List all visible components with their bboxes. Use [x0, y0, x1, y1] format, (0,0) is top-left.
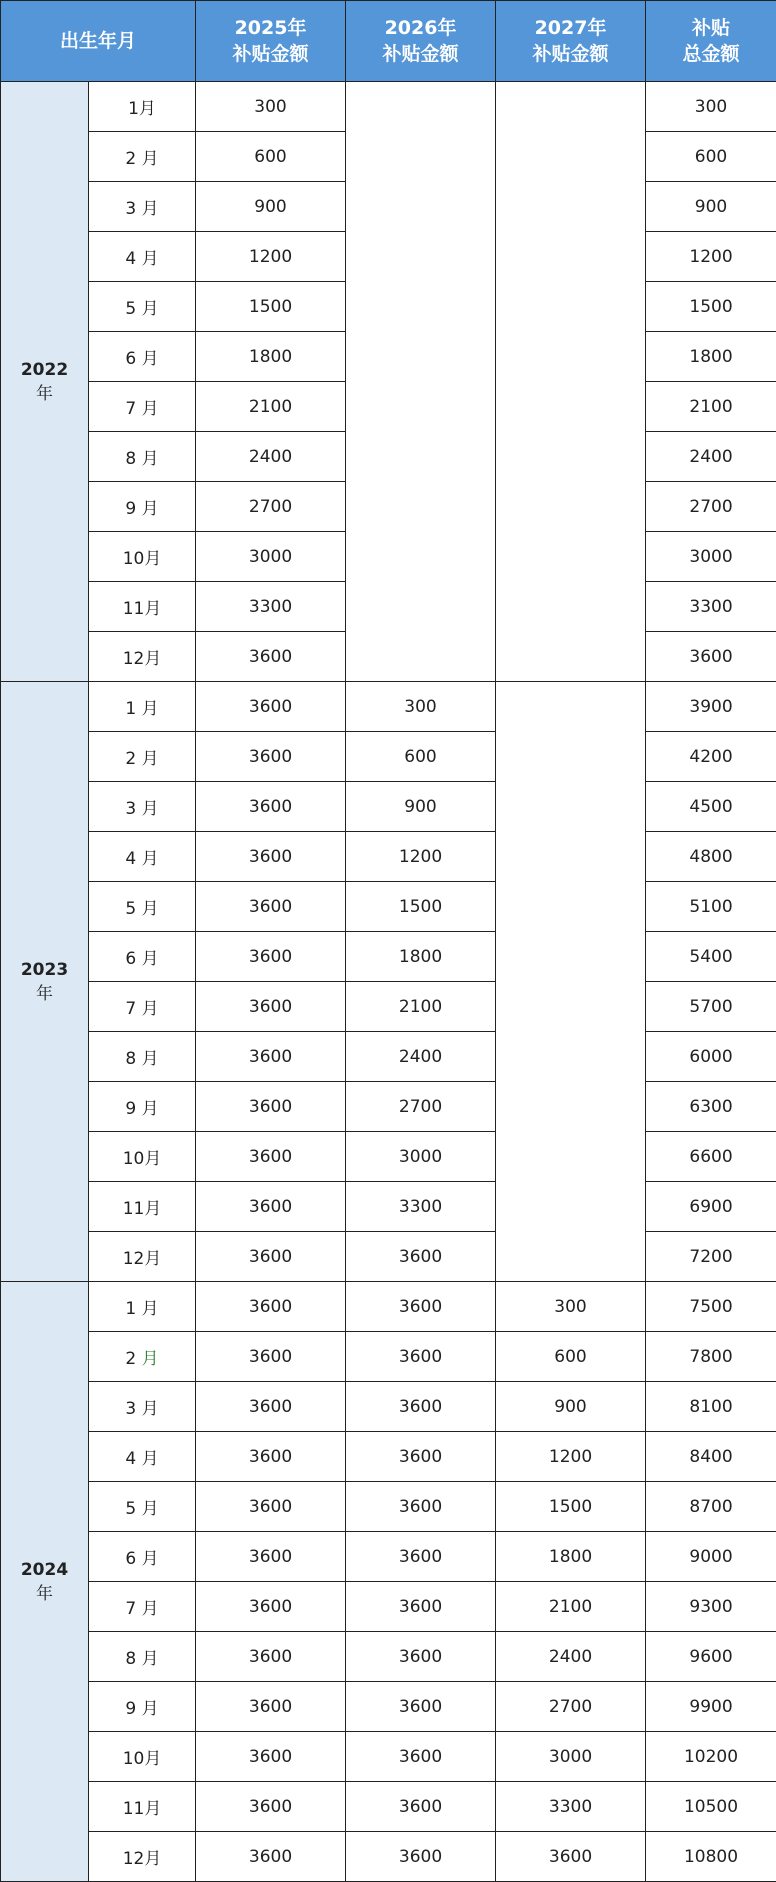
- empty-2026-cell: [346, 82, 496, 682]
- header-total-subsidy: [646, 1, 776, 82]
- table-row: [1, 1332, 776, 1382]
- subsidy-total-cell: 2100: [646, 382, 776, 432]
- table-row: [1, 682, 776, 732]
- subsidy-2026-cell: 3600: [346, 1332, 496, 1382]
- subsidy-2025-cell: 3600: [196, 932, 346, 982]
- table-row: [1, 782, 776, 832]
- table-row: [1, 932, 776, 982]
- subsidy-2025-cell: 3600: [196, 1832, 346, 1882]
- subsidy-total-cell: 300: [646, 82, 776, 132]
- subsidy-2026-cell: 3600: [346, 1232, 496, 1282]
- month-cell: 4 月: [89, 1432, 196, 1482]
- subsidy-total-cell: 600: [646, 132, 776, 182]
- header-2025-line1: 2025年: [196, 15, 345, 41]
- subsidy-total-cell: 9000: [646, 1532, 776, 1582]
- month-cell: 9 月: [89, 482, 196, 532]
- month-cell: 10月: [89, 1132, 196, 1182]
- month-cell: 6 月: [89, 332, 196, 382]
- subsidy-2027-cell: 2100: [496, 1582, 646, 1632]
- subsidy-2025-cell: 2100: [196, 382, 346, 432]
- header-2025-line2: 补贴金额: [196, 41, 345, 67]
- header-birth-month: 出生年月: [1, 1, 196, 82]
- subsidy-2025-cell: 2400: [196, 432, 346, 482]
- table-row: [1, 1082, 776, 1132]
- subsidy-total-cell: 7200: [646, 1232, 776, 1282]
- year-number: 2023: [1, 958, 88, 982]
- subsidy-2027-cell: 3000: [496, 1732, 646, 1782]
- month-number: 2: [125, 1349, 141, 1369]
- month-cell: 6 月: [89, 932, 196, 982]
- table-row: [1, 1732, 776, 1782]
- subsidy-total-cell: 1800: [646, 332, 776, 382]
- month-cell: 7 月: [89, 982, 196, 1032]
- header-2026-subsidy: [346, 1, 496, 82]
- subsidy-2025-cell: 3600: [196, 1132, 346, 1182]
- subsidy-total-cell: 4500: [646, 782, 776, 832]
- month-cell: 2 月: [89, 732, 196, 782]
- month-cell: 3 月: [89, 782, 196, 832]
- subsidy-2025-cell: 3600: [196, 1432, 346, 1482]
- month-cell: [89, 1332, 196, 1382]
- subsidy-total-cell: 5700: [646, 982, 776, 1032]
- table-row: [1, 1482, 776, 1532]
- subsidy-2027-cell: 1200: [496, 1432, 646, 1482]
- month-cell: 5 月: [89, 1482, 196, 1532]
- table-row: [1, 1582, 776, 1632]
- subsidy-2025-cell: 3000: [196, 532, 346, 582]
- subsidy-2025-cell: 3600: [196, 1282, 346, 1332]
- subsidy-2026-cell: 2700: [346, 1082, 496, 1132]
- month-cell: 6 月: [89, 1532, 196, 1582]
- subsidy-2026-cell: 3600: [346, 1432, 496, 1482]
- table-row: [1, 832, 776, 882]
- subsidy-total-cell: 7800: [646, 1332, 776, 1382]
- subsidy-total-cell: 6600: [646, 1132, 776, 1182]
- subsidy-2025-cell: 3600: [196, 1782, 346, 1832]
- table-body: [1, 82, 776, 1882]
- header-total-line2: 总金额: [646, 41, 776, 67]
- subsidy-2025-cell: 600: [196, 132, 346, 182]
- subsidy-total-cell: 4200: [646, 732, 776, 782]
- subsidy-2025-cell: 3600: [196, 1032, 346, 1082]
- subsidy-2025-cell: 1200: [196, 232, 346, 282]
- subsidy-2025-cell: 1500: [196, 282, 346, 332]
- subsidy-2025-cell: 3600: [196, 1532, 346, 1582]
- table-row: [1, 1832, 776, 1882]
- subsidy-total-cell: 6000: [646, 1032, 776, 1082]
- subsidy-2025-cell: 3600: [196, 1232, 346, 1282]
- subsidy-2025-cell: 3300: [196, 582, 346, 632]
- subsidy-2026-cell: 3600: [346, 1782, 496, 1832]
- subsidy-2026-cell: 2400: [346, 1032, 496, 1082]
- table-row: [1, 1432, 776, 1482]
- table-row: [1, 1632, 776, 1682]
- year-number: 2022: [1, 358, 88, 382]
- subsidy-2026-cell: 3600: [346, 1382, 496, 1432]
- header-total-line1: 补贴: [646, 15, 776, 41]
- subsidy-2027-cell: 2700: [496, 1682, 646, 1732]
- subsidy-2025-cell: 3600: [196, 1332, 346, 1382]
- subsidy-2025-cell: 300: [196, 82, 346, 132]
- subsidy-total-cell: 8700: [646, 1482, 776, 1532]
- subsidy-2026-cell: 300: [346, 682, 496, 732]
- month-cell: 7 月: [89, 382, 196, 432]
- table-row: [1, 732, 776, 782]
- month-cell: 11月: [89, 1782, 196, 1832]
- month-cell: 10月: [89, 1732, 196, 1782]
- subsidy-2026-cell: 900: [346, 782, 496, 832]
- month-cell: 9 月: [89, 1082, 196, 1132]
- year-suffix: 年: [1, 382, 88, 406]
- subsidy-2026-cell: 3600: [346, 1682, 496, 1732]
- subsidy-2026-cell: 3600: [346, 1482, 496, 1532]
- subsidy-2025-cell: 3600: [196, 1632, 346, 1682]
- month-unit: 月: [142, 1349, 159, 1369]
- month-cell: 10月: [89, 532, 196, 582]
- month-cell: 1月: [89, 82, 196, 132]
- header-2027-line2: 补贴金额: [496, 41, 645, 67]
- table-row: [1, 1682, 776, 1732]
- month-cell: 4 月: [89, 232, 196, 282]
- year-number: 2024: [1, 1558, 88, 1582]
- table-row: [1, 1032, 776, 1082]
- subsidy-total-cell: 3000: [646, 532, 776, 582]
- subsidy-total-cell: 8100: [646, 1382, 776, 1432]
- subsidy-2027-cell: 600: [496, 1332, 646, 1382]
- header-2027-line1: 2027年: [496, 15, 645, 41]
- subsidy-2026-cell: 1500: [346, 882, 496, 932]
- subsidy-total-cell: 10800: [646, 1832, 776, 1882]
- subsidy-2026-cell: 3300: [346, 1182, 496, 1232]
- month-cell: 8 月: [89, 1032, 196, 1082]
- month-cell: 4 月: [89, 832, 196, 882]
- subsidy-2027-cell: 3600: [496, 1832, 646, 1882]
- month-cell: 9 月: [89, 1682, 196, 1732]
- subsidy-2025-cell: 3600: [196, 732, 346, 782]
- subsidy-2025-cell: 3600: [196, 1182, 346, 1232]
- empty-2027-cell: [496, 682, 646, 1282]
- subsidy-2026-cell: 2100: [346, 982, 496, 1032]
- subsidy-total-cell: 3300: [646, 582, 776, 632]
- subsidy-2025-cell: 3600: [196, 682, 346, 732]
- header-2027-subsidy: [496, 1, 646, 82]
- table-row: [1, 82, 776, 132]
- subsidy-2025-cell: 3600: [196, 1732, 346, 1782]
- month-cell: 1 月: [89, 1282, 196, 1332]
- header-2026-line1: 2026年: [346, 15, 495, 41]
- year-cell-2024: [1, 1282, 89, 1882]
- subsidy-2026-cell: 3600: [346, 1832, 496, 1882]
- subsidy-total-cell: 9300: [646, 1582, 776, 1632]
- table-row: [1, 982, 776, 1032]
- month-cell: 8 月: [89, 1632, 196, 1682]
- subsidy-total-cell: 10200: [646, 1732, 776, 1782]
- subsidy-2027-cell: 2400: [496, 1632, 646, 1682]
- subsidy-2026-cell: 3600: [346, 1632, 496, 1682]
- subsidy-total-cell: 9600: [646, 1632, 776, 1682]
- table-row: [1, 1382, 776, 1432]
- year-suffix: 年: [1, 982, 88, 1006]
- subsidy-2026-cell: 1800: [346, 932, 496, 982]
- year-cell-2023: [1, 682, 89, 1282]
- subsidy-2025-cell: 3600: [196, 1482, 346, 1532]
- subsidy-total-cell: 4800: [646, 832, 776, 882]
- subsidy-2025-cell: 3600: [196, 832, 346, 882]
- subsidy-2027-cell: 1500: [496, 1482, 646, 1532]
- header-2026-line2: 补贴金额: [346, 41, 495, 67]
- month-cell: 11月: [89, 582, 196, 632]
- month-cell: 12月: [89, 632, 196, 682]
- subsidy-2026-cell: 3600: [346, 1582, 496, 1632]
- subsidy-total-cell: 2400: [646, 432, 776, 482]
- subsidy-total-cell: 10500: [646, 1782, 776, 1832]
- subsidy-total-cell: 3600: [646, 632, 776, 682]
- month-cell: 12月: [89, 1232, 196, 1282]
- month-cell: 2 月: [89, 132, 196, 182]
- subsidy-total-cell: 9900: [646, 1682, 776, 1732]
- subsidy-2026-cell: 3600: [346, 1532, 496, 1582]
- subsidy-2025-cell: 3600: [196, 1682, 346, 1732]
- month-cell: 12月: [89, 1832, 196, 1882]
- table-row: [1, 1532, 776, 1582]
- month-cell: 3 月: [89, 1382, 196, 1432]
- month-cell: 5 月: [89, 282, 196, 332]
- table-row: [1, 882, 776, 932]
- subsidy-total-cell: 5400: [646, 932, 776, 982]
- month-cell: 11月: [89, 1182, 196, 1232]
- table-row: [1, 1782, 776, 1832]
- subsidy-2025-cell: 1800: [196, 332, 346, 382]
- subsidy-total-cell: 6300: [646, 1082, 776, 1132]
- subsidy-total-cell: 8400: [646, 1432, 776, 1482]
- year-suffix: 年: [1, 1582, 88, 1606]
- table-row: [1, 1232, 776, 1282]
- subsidy-total-cell: 900: [646, 182, 776, 232]
- subsidy-2026-cell: 3600: [346, 1282, 496, 1332]
- subsidy-2027-cell: 3300: [496, 1782, 646, 1832]
- table-header: [1, 1, 776, 82]
- subsidy-2027-cell: 1800: [496, 1532, 646, 1582]
- subsidy-total-cell: 3900: [646, 682, 776, 732]
- subsidy-total-cell: 1200: [646, 232, 776, 282]
- subsidy-total-cell: 5100: [646, 882, 776, 932]
- subsidy-2026-cell: 3000: [346, 1132, 496, 1182]
- subsidy-2026-cell: 3600: [346, 1732, 496, 1782]
- table-row: [1, 1282, 776, 1332]
- subsidy-2025-cell: 3600: [196, 1582, 346, 1632]
- month-cell: 5 月: [89, 882, 196, 932]
- header-2025-subsidy: [196, 1, 346, 82]
- subsidy-total-cell: 7500: [646, 1282, 776, 1332]
- month-cell: 7 月: [89, 1582, 196, 1632]
- subsidy-2026-cell: 1200: [346, 832, 496, 882]
- subsidy-total-cell: 6900: [646, 1182, 776, 1232]
- subsidy-total-cell: 2700: [646, 482, 776, 532]
- subsidy-2026-cell: 600: [346, 732, 496, 782]
- subsidy-2025-cell: 900: [196, 182, 346, 232]
- subsidy-2027-cell: 900: [496, 1382, 646, 1432]
- month-cell: 1 月: [89, 682, 196, 732]
- subsidy-2025-cell: 3600: [196, 782, 346, 832]
- subsidy-2027-cell: 300: [496, 1282, 646, 1332]
- table-row: [1, 1182, 776, 1232]
- subsidy-2025-cell: 3600: [196, 632, 346, 682]
- header-row: [1, 1, 776, 82]
- month-cell: 3 月: [89, 182, 196, 232]
- subsidy-2025-cell: 3600: [196, 982, 346, 1032]
- month-cell: 8 月: [89, 432, 196, 482]
- year-cell-2022: [1, 82, 89, 682]
- empty-2027-cell: [496, 82, 646, 682]
- subsidy-2025-cell: 3600: [196, 1382, 346, 1432]
- subsidy-2025-cell: 3600: [196, 882, 346, 932]
- table-row: [1, 1132, 776, 1182]
- subsidy-total-cell: 1500: [646, 282, 776, 332]
- subsidy-2025-cell: 3600: [196, 1082, 346, 1132]
- subsidy-2025-cell: 2700: [196, 482, 346, 532]
